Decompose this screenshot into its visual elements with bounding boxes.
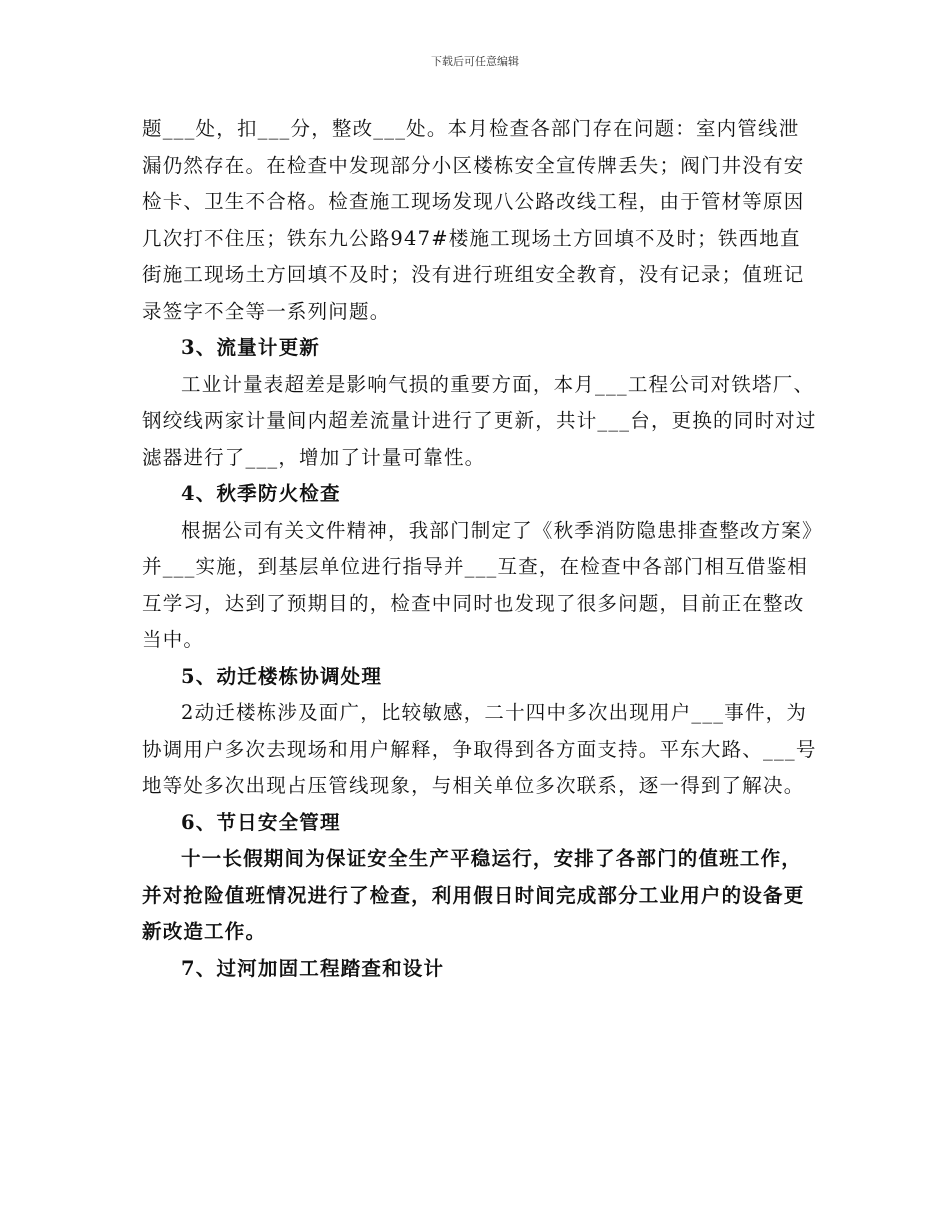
page-header: 下载后可任意编辑 bbox=[431, 55, 519, 68]
section-heading-river-reinforcement: 7、过河加固工程踏查和设计 bbox=[181, 956, 445, 980]
section-heading-relocation: 5、动迁楼栋协调处理 bbox=[181, 664, 383, 688]
paragraph-holiday-safety: 十一长假期间为保证安全生产平稳运行，安排了各部门的值班工作，并对抢险值班情况进行了检查，利用假日时间完成部分工业用户的设备更新改造工作。 bbox=[142, 847, 805, 943]
document-body bbox=[142, 111, 817, 987]
paragraph-fire-check: 根据公司有关文件精神，我部门制定了《秋季消防隐患排查整改方案》并___实施，到基层单位进行指导并___互查，在检查中各部门相互借鉴相互学习，达到了预期目的，检查中同时也发现了很多问题，目前正在整改当中。 bbox=[142, 518, 813, 651]
section-heading-fire-check: 4、秋季防火检查 bbox=[181, 482, 341, 505]
paragraph-continuation: 题___处，扣___分，整改___处。本月检查各部门存在问题：室内管线泄漏仍然存在。在检查中发现部分小区楼栋安全宣传牌丢失；阀门井没有安检卡、卫生不合格。检查施工现场发现八公路改线工程，由于管材等原因几次打不住压；铁东九公路947#楼施工现场土方回填不及时；铁西地直街施工现场土方回填不及时；没有进行班组安全教育，没有记录；值班记录签字不全等一系列问题。 bbox=[142, 117, 805, 323]
section-heading-flowmeter: 3、流量计更新 bbox=[181, 336, 320, 359]
section-heading-holiday-safety: 6、节日安全管理 bbox=[181, 810, 341, 834]
paragraph-flowmeter: 工业计量表超差是影响气损的重要方面，本月___工程公司对铁塔厂、钢绞线两家计量间内超差流量计进行了更新，共计___台，更换的同时对过滤器进行了___，增加了计量可靠性。 bbox=[142, 372, 817, 469]
paragraph-relocation: 2动迁楼栋涉及面广，比较敏感，二十四中多次出现用户___事件，为协调用户多次去现场和用户解释，争取得到各方面支持。平东大路、___号地等处多次出现占压管线现象，与相关单位多次联系，逐一得到了解决。 bbox=[142, 701, 817, 797]
